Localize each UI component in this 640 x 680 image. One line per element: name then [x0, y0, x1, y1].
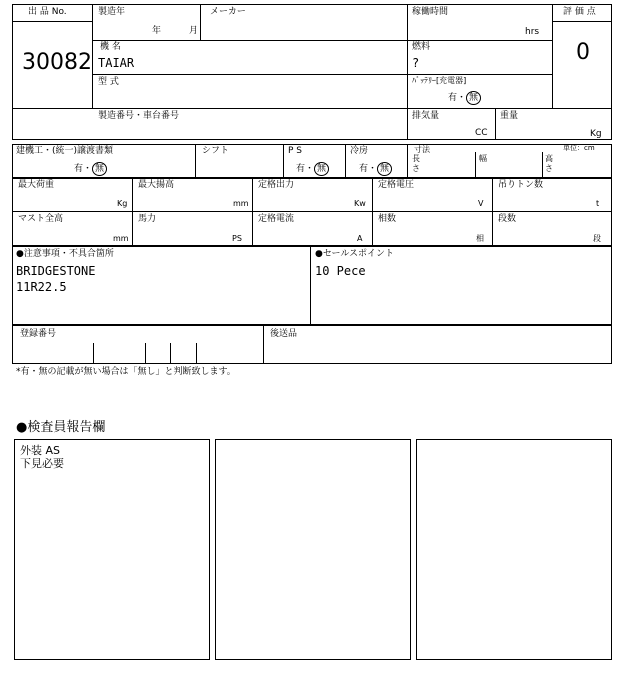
divider	[407, 144, 408, 178]
inspector-note-1: 外装 AS	[20, 444, 61, 457]
shift-label: シフト	[202, 146, 230, 156]
divider	[170, 343, 171, 364]
rated-current-unit: A	[357, 234, 363, 243]
footnote: *有・無の記載が無い場合は「無し」と判断致します。	[16, 367, 236, 377]
divider	[310, 246, 311, 326]
hours-label: 稼働時間	[412, 7, 449, 17]
max-load-unit: Kg	[117, 199, 128, 208]
height-label-1: 高	[545, 154, 553, 163]
width-label: 幅	[479, 154, 487, 163]
sales-text: 10 Pece	[315, 264, 366, 278]
divider	[345, 144, 346, 178]
rated-voltage-unit: V	[478, 199, 484, 208]
divider	[132, 178, 133, 246]
displacement-label: 排気量	[412, 111, 440, 121]
ps-no-circled: 無	[314, 162, 329, 176]
lot-no-value: 30082	[22, 50, 92, 75]
rating-label: 評 価 点	[563, 7, 596, 17]
ac-yes: 有	[359, 164, 369, 174]
divider	[283, 144, 284, 178]
cert-choice	[74, 162, 107, 176]
divider	[200, 4, 201, 40]
ac-dot: ・	[368, 164, 378, 174]
divider	[12, 211, 612, 212]
divider	[93, 343, 94, 364]
max-lift-unit: mm	[233, 199, 249, 208]
steps-unit: 段	[593, 234, 601, 243]
later-label: 後送品	[270, 329, 298, 339]
inspector-title: ●検査員報告欄	[16, 420, 106, 435]
battery-no-circled: 無	[466, 91, 481, 105]
height-label-2: さ	[545, 164, 553, 173]
rated-output-unit: Kw	[354, 199, 366, 208]
max-load-label: 最大荷重	[18, 180, 55, 190]
divider	[92, 40, 552, 41]
divider	[542, 152, 543, 178]
battery-dot: ・	[457, 93, 467, 103]
ps-yes: 有	[296, 164, 306, 174]
divider	[495, 108, 496, 140]
divider	[475, 152, 476, 178]
displacement-unit: CC	[475, 128, 488, 138]
divider	[407, 4, 408, 140]
unit-note: 単位：cm	[563, 144, 595, 152]
weight-unit: Kg	[590, 129, 602, 139]
phase-unit: 相	[476, 234, 484, 243]
mast-unit: mm	[113, 234, 129, 243]
caution-line-2: 11R22.5	[16, 280, 67, 294]
divider	[492, 178, 493, 246]
battery-label: ﾊﾞｯﾃﾘｰ[充電器]	[412, 76, 467, 85]
serial-label: 製造番号・車台番号	[98, 111, 180, 121]
divider	[145, 343, 146, 364]
dim-label: 寸法	[414, 145, 430, 154]
rated-voltage-label: 定格電圧	[378, 180, 415, 190]
divider	[195, 144, 196, 178]
fuel-label: 燃料	[412, 42, 431, 52]
length-label-1: 長	[412, 154, 420, 163]
cert-dot: ・	[83, 164, 93, 174]
divider	[12, 21, 92, 22]
hp-unit: PS	[232, 234, 242, 243]
ps-label: P S	[288, 146, 303, 156]
year-label: 製造年	[98, 7, 126, 17]
rating-value: 0	[576, 40, 590, 65]
cert-no-circled: 無	[92, 162, 107, 176]
rated-current-label: 定格電流	[258, 214, 295, 224]
divider	[263, 324, 264, 364]
steps-label: 段数	[498, 214, 517, 224]
weight-label: 重量	[500, 111, 519, 121]
divider	[552, 21, 612, 22]
divider	[12, 108, 612, 109]
divider	[92, 74, 552, 75]
ps-choice	[296, 162, 329, 176]
ac-label: 冷房	[350, 146, 369, 156]
maker-label: メーカー	[210, 7, 246, 17]
divider	[196, 343, 197, 364]
crane-label: 吊りトン数	[498, 180, 544, 190]
sales-label: ●セールスポイント	[315, 249, 395, 259]
inspector-box-2	[215, 439, 411, 660]
lot-no-label: 出 品 No.	[28, 7, 67, 17]
type-label: 型 式	[98, 77, 119, 87]
max-lift-label: 最大揚高	[138, 180, 175, 190]
battery-choice	[448, 91, 481, 105]
hp-label: 馬力	[138, 214, 157, 224]
reg-row	[12, 324, 612, 364]
caution-line-1: BRIDGESTONE	[16, 264, 96, 278]
rated-output-label: 定格出力	[258, 180, 295, 190]
divider	[372, 178, 373, 246]
ac-choice	[359, 162, 392, 176]
cert-label: 建機工・(統一)譲渡書類	[16, 146, 114, 156]
month-unit: 月	[189, 26, 199, 36]
inspector-note-2: 下見必要	[20, 457, 64, 470]
fuel-value: ?	[412, 56, 420, 70]
ac-no-circled: 無	[377, 162, 392, 176]
mast-label: マスト全高	[18, 214, 64, 224]
cert-yes: 有	[74, 164, 84, 174]
divider	[92, 4, 93, 108]
model-label: 機 名	[100, 42, 121, 52]
length-label-2: さ	[412, 164, 420, 173]
ps-dot: ・	[305, 164, 315, 174]
year-unit: 年	[152, 26, 162, 36]
reg-label: 登録番号	[20, 329, 57, 339]
inspector-box-3	[416, 439, 612, 660]
phase-label: 相数	[378, 214, 397, 224]
crane-unit: t	[596, 199, 600, 208]
divider	[252, 178, 253, 246]
hours-unit: hrs	[525, 27, 540, 37]
caution-label: ●注意事項・不具合箇所	[16, 249, 114, 259]
divider	[552, 4, 553, 108]
inspector-box-1	[14, 439, 210, 660]
battery-yes: 有	[448, 93, 458, 103]
model-value: TAIAR	[98, 56, 135, 70]
